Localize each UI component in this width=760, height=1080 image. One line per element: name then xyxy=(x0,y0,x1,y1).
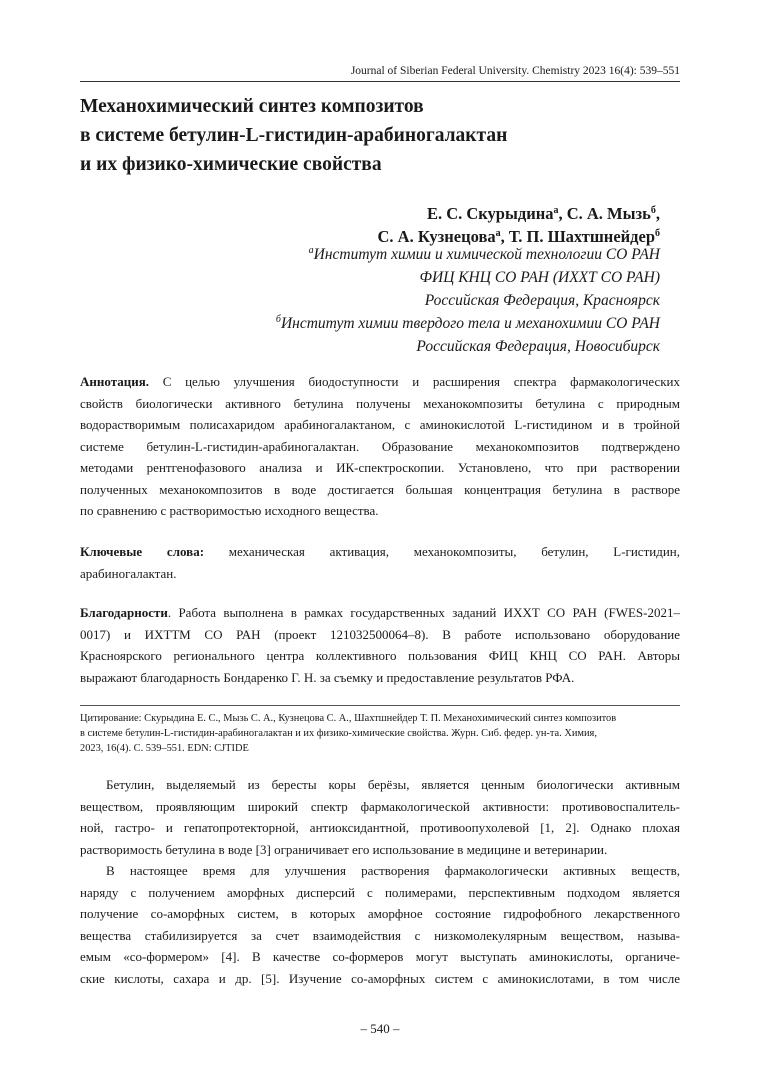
ack-line: выражают благодарность Бондаренко Г. Н. за съемку и предоставление результатов РФА. xyxy=(80,669,575,685)
title-line: в системе бетулин-L-гистидин-арабиногалактан xyxy=(80,125,508,146)
affiliation-text: Институт химии и химической технологии СО РАН xyxy=(313,246,660,263)
keywords xyxy=(80,541,680,584)
abstract-line xyxy=(80,371,680,393)
ack-text: . Работа выполнена в рамках государственных заданий ИХХТ СО РАН (FWES-2021– xyxy=(167,605,680,620)
affiliation-text: ФИЦ КНЦ СО РАН (ИХХТ СО РАН) xyxy=(419,269,660,286)
author-sup: б xyxy=(655,228,660,239)
article-title xyxy=(80,92,680,179)
body-line: В настоящее время для улучшения растворения фармакологически активных веществ, xyxy=(106,863,680,878)
body-line: вещества стабилизируется за счет взаимодействия с низкомолекулярным веществом, называ- xyxy=(80,927,680,943)
author-sup: б xyxy=(650,205,656,216)
affiliation-text: Российская Федерация, Новосибирск xyxy=(416,338,660,355)
title-line: и их физико-химические свойства xyxy=(80,154,382,175)
ack-line xyxy=(80,602,680,624)
keywords-line: арабиногалактан. xyxy=(80,565,177,581)
abstract-line: свойств биологически активного бетулина получены механокомпозиты бетулина с природным xyxy=(80,395,680,411)
ack-line: Красноярского регионального центра коллективного пользования ФИЦ КНЦ СО РАН. Авторы xyxy=(80,648,680,663)
affiliation-line xyxy=(276,312,660,335)
affiliation-line xyxy=(276,335,660,358)
author-name: Е. С. Скурыдина xyxy=(426,204,554,223)
citation-line: 2023, 16(4). С. 539–551. EDN: CJTIDE xyxy=(80,743,249,754)
header-rule xyxy=(80,81,680,82)
author-sup: а xyxy=(495,228,501,239)
keywords-line xyxy=(80,541,680,563)
author-sup: а xyxy=(553,205,559,216)
affiliation-line xyxy=(276,266,660,289)
abstract-line: полученных механокомпозитов в воде достигается большая концентрация бетулина в растворе xyxy=(80,481,680,497)
abstract-label: Аннотация. xyxy=(80,374,150,389)
affiliations xyxy=(276,243,660,358)
author-name: С. А. Кузнецова xyxy=(377,227,496,246)
affiliation-line xyxy=(276,243,660,266)
body-line: ские кислоты, сахара и др. [5]. Изучение со-аморфных систем с аминокислотами, в том числе xyxy=(80,970,680,986)
citation-rule xyxy=(80,705,680,706)
body-line: Бетулин, выделяемый из бересты коры берёзы, является ценным биологически активным xyxy=(106,777,680,792)
body-line: веществом, проявляющим широкий спектр фармакологической активности: противовоспалитель- xyxy=(80,798,680,814)
ack-line: 0017) и ИХТТМ СО РАН (проект 121032500064–8). В работе использовано оборудование xyxy=(80,626,680,642)
abstract-line: методами рентгенофазового анализа и ИК-спектроскопии. Установлено, что при растворении xyxy=(80,460,680,475)
authors-line xyxy=(378,202,660,225)
abstract-line: водорастворимым полисахаридом арабиногалактаном, с аминокислотой L-гистидином и в тройной xyxy=(80,417,680,432)
acknowledgments xyxy=(80,602,680,688)
body-text xyxy=(80,774,680,989)
keywords-text: механическая активация, механокомпозиты, бетулин, L-гистидин, xyxy=(204,544,680,559)
citation-line: Цитирование: Скурыдина Е. С., Мызь С. А., Кузнецова С. А., Шахтшнейдер Т. П. Механохимический синтез композитов xyxy=(80,713,617,724)
body-line: ной, гастро- и гепатопротекторной, антиоксидантной, противоопухолевой [1, 2]. Однако плохая xyxy=(80,820,680,835)
affiliation-sup: а xyxy=(308,245,314,256)
affiliation-line xyxy=(276,289,660,312)
abstract-line: по сравнению с растворимостью исходного вещества. xyxy=(80,503,379,518)
abstract xyxy=(80,371,680,522)
body-line: растворимость бетулина в воде [3] ограничивает его использование в медицине и ветеринарии. xyxy=(80,841,608,857)
citation-line: в системе бетулин-L-гистидин-арабиногалактан и их физико-химические свойства. Журн. Сиб. федер. ун-та. Химия, xyxy=(80,728,597,739)
title-line: Механохимический синтез композитов xyxy=(80,96,424,117)
affiliation-text: Институт химии твердого тела и механохимии СО РАН xyxy=(280,315,660,332)
body-line: наряду с получением аморфных дисперсий с полимерами, перспективным подходом является xyxy=(80,884,680,900)
affiliation-sup: б xyxy=(275,314,281,325)
journal-header: Journal of Siberian Federal University. Chemistry 2023 16(4): 539–551 xyxy=(350,65,680,77)
keywords-label: Ключевые слова: xyxy=(80,544,205,559)
body-line: емым «со-формером» [4]. В качестве со-формеров могут выступать аминокислоты, органиче- xyxy=(80,949,680,964)
abstract-line: системе бетулин-L-гистидин-арабиногалактан. Образование механокомпозитов подтверждено xyxy=(80,438,680,454)
ack-label: Благодарности xyxy=(80,605,168,620)
page-number: – 540 – xyxy=(360,1021,400,1036)
authors xyxy=(378,202,660,248)
author-name: , Т. П. Шахтшнейдер xyxy=(500,227,655,246)
author-separator: , xyxy=(655,204,660,223)
affiliation-text: Российская Федерация, Красноярск xyxy=(424,292,660,309)
body-line: получение со-аморфных систем, в которых аморфное состояние гидрофобного лекарственного xyxy=(80,906,680,921)
author-name: , С. А. Мызь xyxy=(558,204,651,223)
abstract-text: С целью улучшения биодоступности и расширения спектра фармакологических xyxy=(149,374,680,389)
citation xyxy=(80,711,680,756)
